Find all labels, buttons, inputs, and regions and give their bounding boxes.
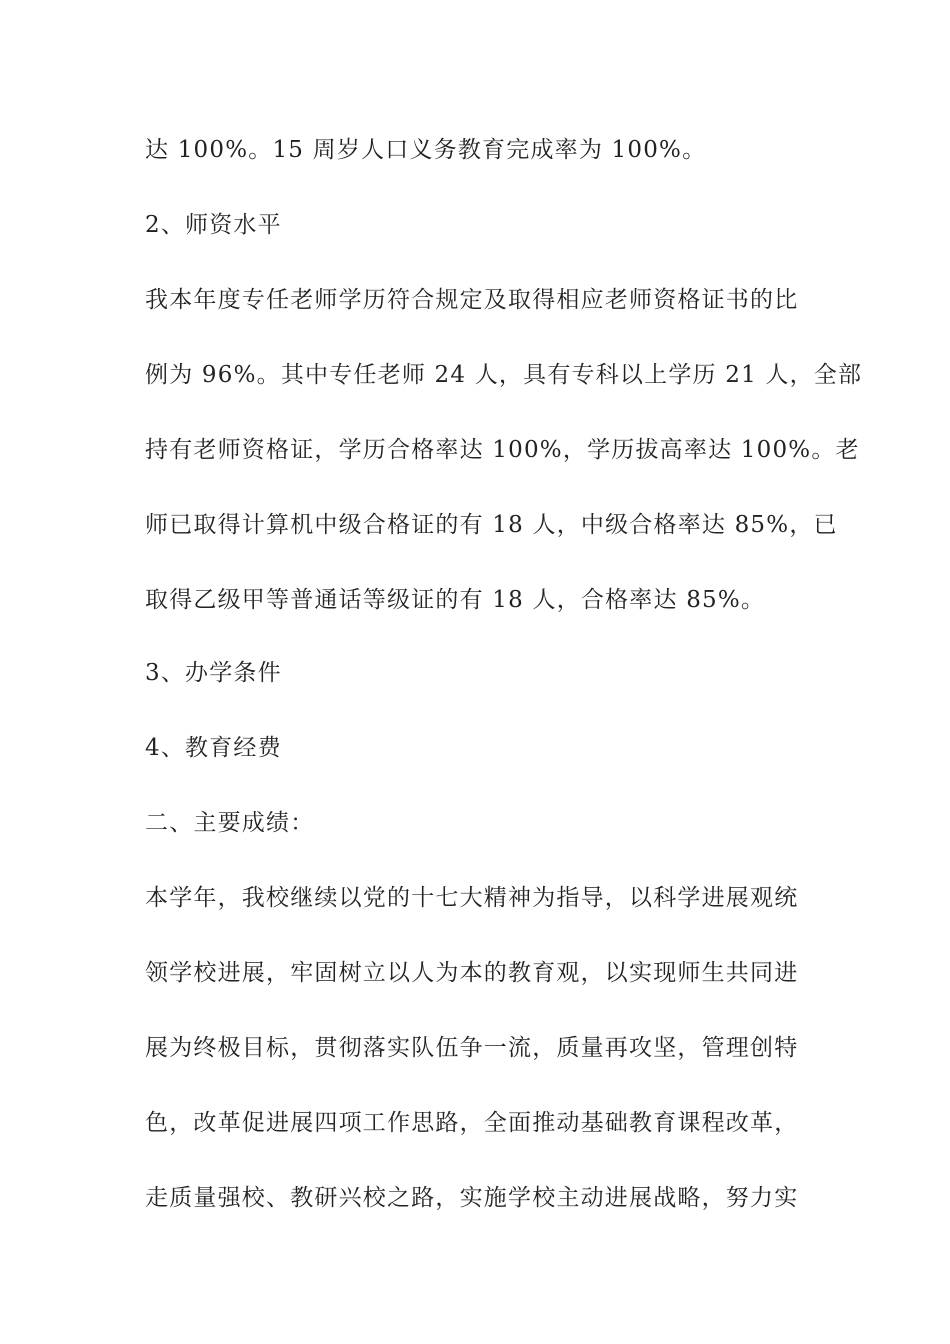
text-line: 我本年度专任老师学历符合规定及取得相应老师资格证书的比	[145, 287, 799, 313]
text-line: 领学校进展，牢固树立以人为本的教育观，以实现师生共同进	[145, 960, 799, 986]
text-line: 师已取得计算机中级合格证的有 18 人，中级合格率达 85%，已	[145, 512, 838, 538]
text-line: 走质量强校、教研兴校之路，实施学校主动进展战略，努力实	[145, 1185, 799, 1211]
text-line: 持有老师资格证，学历合格率达 100%，学历拔高率达 100%。老	[145, 437, 860, 463]
text-line: 色，改革促进展四项工作思路，全面推动基础教育课程改革，	[145, 1110, 799, 1136]
text-line: 例为 96%。其中专任老师 24 人，具有专科以上学历 21 人，全部	[145, 362, 863, 388]
section-heading-teacher-level: 2、师资水平	[145, 212, 282, 238]
section-heading-main-achievements: 二、主要成绩：	[145, 810, 315, 836]
text-line: 展为终极目标，贯彻落实队伍争一流，质量再攻坚，管理创特	[145, 1035, 799, 1061]
section-heading-school-conditions: 3、办学条件	[145, 660, 282, 686]
text-line: 取得乙级甲等普通话等级证的有 18 人，合格率达 85%。	[145, 587, 766, 613]
text-line: 本学年，我校继续以党的十七大精神为指导，以科学进展观统	[145, 885, 799, 911]
text-line: 达 100%。15 周岁人口义务教育完成率为 100%。	[145, 137, 707, 163]
section-heading-education-funds: 4、教育经费	[145, 735, 282, 761]
